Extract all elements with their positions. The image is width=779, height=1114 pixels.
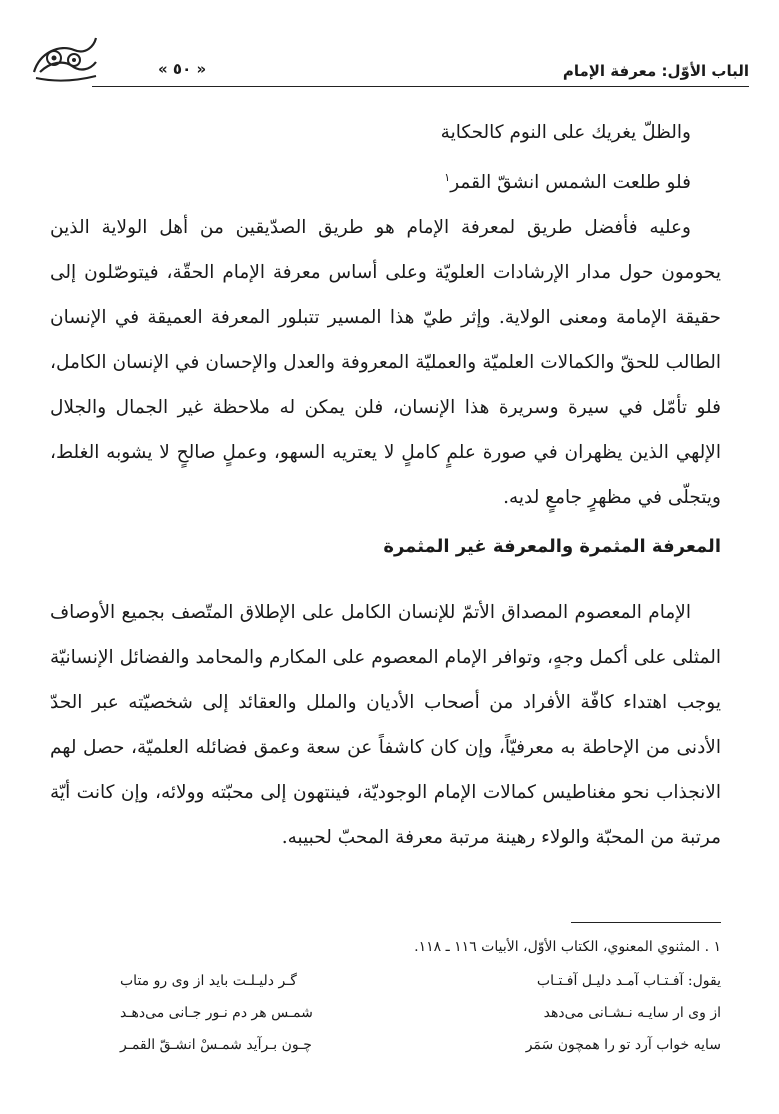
paragraph-2: الإمام المعصوم المصداق الأتمّ للإنسان الكامل على الإطلاق المتّصف بجميع الأوصاف المثلى على أكمل وجهٍ، وتوافر الإمام المعصوم على المكارم والمحامد والفضائل الإنسانيّة يوجب اهتداء كافّة الأفراد من أصحاب الأديان والملل والعقائد إلى شخصيّته عبر الحدّ الأدنى من الإحاطة به معرفيّاً، وإن كان كاشفاً عن سعة وعمق فضائله العلميّة، حصل لهم الانجذاب نحو مغناطيس كمالات الإمام الوجوديّة، فينتهون إلى محبّته وولائه، وإن كانت أيّة مرتبة من المحبّة والولاء رهينة مرتبة معرفة المحبّ لحبيبه. [50,602,721,848]
poem-hemistich-left: چـون بـرآيد شمـسْ انشـقّ القمـر [120,1037,312,1053]
header-divider [92,86,749,87]
paragraph-1: وعليه فأفضل طريق لمعرفة الإمام هو طريق الصدّيقين من أهل الولاية الذين يحومون حول مدار الإرشادات العلويّة وعلى أساس معرفة الإمام الحقّة، فيتوصّلون إلى حقيقة الإمامة ومعنى الولاية. وإثر طيّ هذا المسير تتبلور المعرفة العميقة في الإنسان الطالب للحقّ والكمالات العلميّة والعمليّة المعروفة والعدل والإحسان في الإنسان الكامل، فلو تأمّل في سيرة وسريرة هذا الإنسان، فلن يمكن له ملاحظة غير الجمال والجلال الإلهي الذين يظهران في صورة علمٍ كاملٍ لا يعتريه السهو، وعملٍ صالحٍ لا يشوبه الغلط، ويتجلّى في مظهرٍ جامعٍ لديه. [50,217,721,509]
section-title: المعرفة المثمرة والمعرفة غير المثمرة [383,536,721,557]
footnote-marker: ١ [444,171,451,184]
poem-row [120,965,721,997]
poem-hemistich-right: سايه خواب آرد تو را همچون سَمَر [525,1037,721,1053]
page-header [30,30,749,82]
poem-row [120,1029,721,1061]
chapter-title: الباب الأوّل: معرفة الإمام [562,62,749,80]
poem-hemistich-left: شمـس هر دم نـور جـانى مى‌دهـد [120,1005,313,1021]
verse-line-2: فلو طلعت الشمس انشقّ القمر$^١$ [444,171,691,194]
footnote-text: ١ . المثنوي المعنوي، الكتاب الأوّل، الأبيات ١١٦ ـ ١١٨. [414,939,721,955]
ornament-icon [30,32,100,84]
footnote-poem [120,965,721,1061]
footnote-divider [571,922,721,923]
poem-row [120,997,721,1029]
poem-hemistich-left: گـر دليـلـت بايد از وى رو متاب [120,973,297,989]
poem-hemistich-right: از وى ار سايـه نـشـانى مى‌دهد [543,1005,721,1021]
main-text [50,110,721,520]
poem-hemistich-right: يقول: آفـتـاب آمـد دليـل آفـتـاب [536,973,721,989]
verse-line-1: والظلّ يغريك على النوم كالحكاية [440,122,691,143]
page-number: « ٥٠ » [158,60,207,78]
